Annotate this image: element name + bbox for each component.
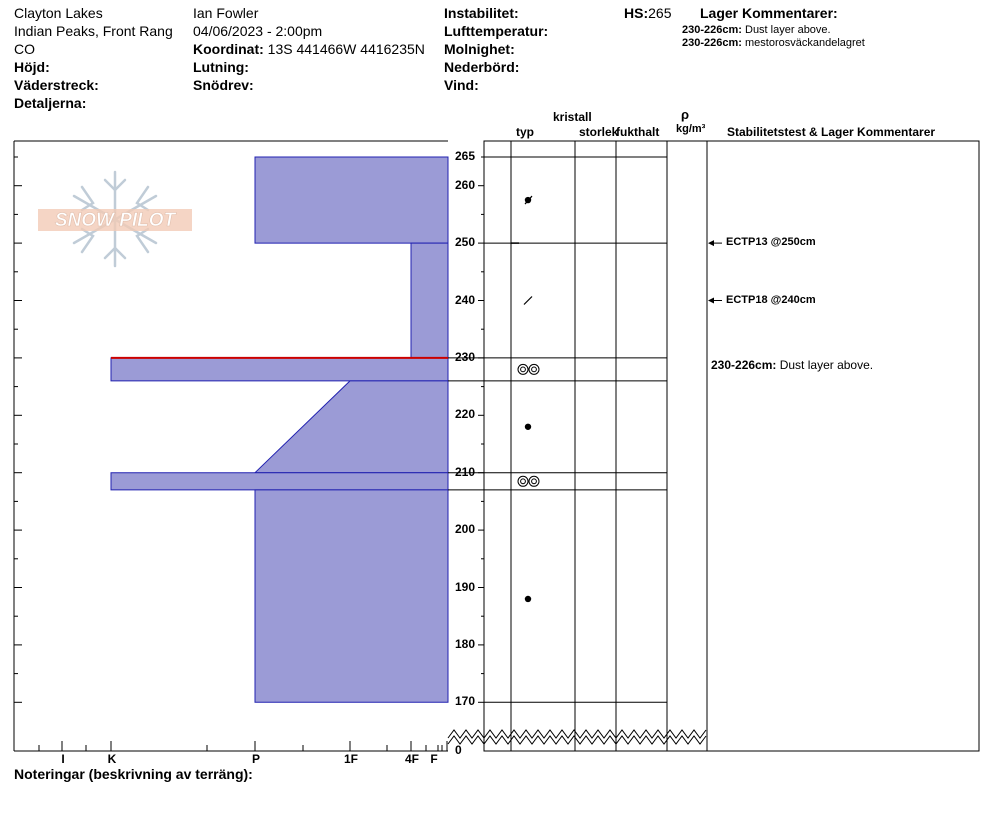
column-size: storlek [579, 125, 619, 139]
column-density-unit: kg/m³ [676, 123, 706, 135]
column-stability: Stabilitetstest & Lager Kommentarer [727, 125, 936, 139]
location-area: Indian Peaks, Front Rang [14, 23, 173, 39]
air-temperature-label: Lufttemperatur: [444, 23, 549, 39]
coordinate-value: 13S 441466W 4416235N [267, 41, 425, 57]
axis-break-zigzag [448, 730, 708, 744]
stability-arrow-head [708, 240, 714, 246]
layer-note-text: Dust layer above. [779, 358, 874, 373]
hardness-layer-250-230 [411, 243, 448, 358]
stability-test-label: ECTP18 @240cm [726, 293, 816, 306]
wind-label: Vind: [444, 77, 479, 93]
hs-label: HS: [624, 5, 649, 21]
height-tick-label-265: 265 [455, 149, 476, 163]
layer-comment-text: Dust layer above. [745, 24, 831, 36]
logo-text: SNOW PILOT [54, 210, 176, 231]
melt-form-outer-symbol [529, 476, 539, 486]
hardness-tick-label-1F: 1F [344, 752, 359, 766]
hardness-layer-210-207 [111, 473, 448, 490]
observation-datetime: 04/06/2023 - 2:00pm [193, 23, 323, 39]
hardness-tick-label-K: K [107, 752, 117, 766]
height-tick-label-0: 0 [455, 743, 462, 757]
melt-form-inner-symbol [521, 479, 526, 484]
melt-form-outer-symbol [518, 476, 528, 486]
grain-symbols [511, 196, 539, 602]
layer-note-range: 230-226cm: [711, 358, 780, 373]
aspect-label: Väderstreck: [14, 77, 99, 93]
column-moisture: fukthalt [616, 125, 660, 139]
height-tick-label-240: 240 [455, 292, 476, 307]
grain-table-frame [484, 141, 979, 751]
coordinate-label: Koordinat: [193, 41, 264, 57]
hardness-layer-207-170 [255, 490, 448, 702]
height-tick-label-200: 200 [455, 522, 476, 537]
height-tick-label-260: 260 [455, 177, 476, 192]
height-tick-label-180: 180 [455, 636, 476, 651]
stability-arrow-head [708, 298, 714, 304]
slope-label: Lutning: [193, 59, 249, 75]
column-crystal: kristall [553, 110, 592, 124]
terrain-notes-label: Noteringar (beskrivning av terräng): [14, 766, 253, 782]
height-tick-label-250: 250 [455, 235, 476, 250]
column-density-symbol: ρ [681, 107, 690, 122]
melt-form-outer-symbol [518, 364, 528, 374]
hardness-tick-label-I: I [61, 752, 65, 766]
snowpilot-logo [38, 172, 192, 266]
hardness-layer-226-210 [255, 381, 448, 473]
hardness-tick-label-F: F [430, 752, 438, 766]
layer-comments-title: Lager Kommentarer: [700, 5, 838, 21]
melt-form-outer-symbol [529, 364, 539, 374]
height-tick-label-220: 220 [455, 407, 476, 422]
melt-form-inner-symbol [532, 479, 537, 484]
layer-comment-range: 230-226cm: [682, 37, 742, 49]
layer-comment-text: mestorosväckandelagret [745, 37, 865, 49]
details-label: Detaljerna: [14, 95, 87, 111]
stability-test-label: ECTP13 @250cm [726, 236, 816, 249]
hardness-tick-label-P: P [251, 752, 260, 766]
elevation-label: Höjd: [14, 59, 50, 75]
column-type: typ [516, 125, 534, 139]
stability-test-markers [708, 240, 722, 303]
height-tick-label-190: 190 [455, 579, 476, 594]
melt-form-inner-symbol [521, 367, 526, 372]
location-name: Clayton Lakes [14, 5, 103, 21]
precipitation-label: Nederbörd: [444, 59, 520, 75]
hardness-layers [111, 157, 448, 702]
facet-grain-symbol [524, 297, 532, 305]
grain-layer-lines [448, 157, 667, 702]
round-grain-symbol [525, 424, 531, 430]
hardness-layer-230-226 [111, 358, 448, 381]
hardness-axis-ticks [39, 741, 447, 751]
hardness-tick-label-4F: 4F [405, 752, 420, 766]
height-tick-label-170: 170 [455, 694, 476, 709]
location-state: CO [14, 41, 35, 57]
drift-label: Snödrev: [193, 77, 254, 93]
layer-note [711, 358, 873, 372]
layer-comment-range: 230-226cm: [682, 24, 742, 36]
sky-cover-label: Molnighet: [444, 41, 515, 57]
melt-form-inner-symbol [532, 367, 537, 372]
height-tick-label-210: 210 [455, 464, 476, 479]
hs-value: 265 [648, 5, 672, 21]
hardness-layer-265-250 [255, 157, 448, 243]
round-grain-symbol [525, 596, 531, 602]
observer-name: Ian Fowler [193, 5, 259, 21]
instability-label: Instabilitet: [444, 5, 519, 21]
height-tick-label-230: 230 [455, 349, 476, 364]
